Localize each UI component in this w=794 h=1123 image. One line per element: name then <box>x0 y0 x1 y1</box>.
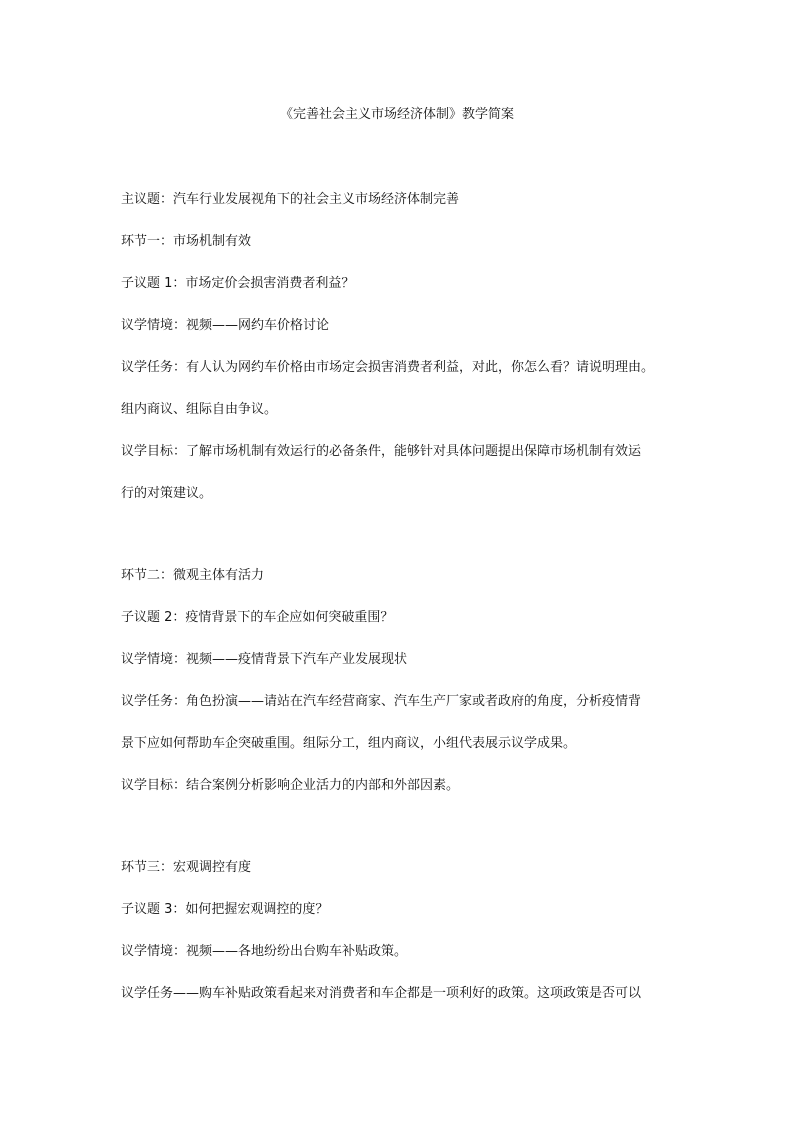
goal-2-line: 议学目标：结合案例分析影响企业活力的内部和外部因素。 <box>121 778 460 793</box>
task-3-line: 议学任务——购车补贴政策看起来对消费者和车企都是一项利好的政策。这项政策是否可以 <box>121 986 642 1001</box>
section-1-heading: 环节一：市场机制有效 <box>121 234 252 249</box>
document-title: 《完善社会主义市场经济体制》教学简案 <box>279 107 514 122</box>
scenario-2-line: 议学情境：视频——疫情背景下汽车产业发展现状 <box>121 652 408 667</box>
subtopic-3-line: 子议题 3：如何把握宏观调控的度？ <box>121 902 329 917</box>
scenario-3-line: 议学情境：视频——各地纷纷出台购车补贴政策。 <box>121 944 408 959</box>
section-2-heading: 环节二：微观主体有活力 <box>121 568 265 583</box>
task-2-line: 议学任务：角色扮演——请站在汽车经营商家、汽车生产厂家或者政府的角度，分析疫情背 <box>121 694 642 709</box>
goal-1-continued-line: 行的对策建议。 <box>121 486 213 501</box>
scenario-1-line: 议学情境：视频——网约车价格讨论 <box>121 318 330 333</box>
task-2-continued-line: 景下应如何帮助车企突破重围。组际分工，组内商议，小组代表展示议学成果。 <box>121 736 577 751</box>
main-topic-line: 主议题：汽车行业发展视角下的社会主义市场经济体制完善 <box>121 192 460 207</box>
section-3-heading: 环节三：宏观调控有度 <box>121 860 252 875</box>
goal-1-line: 议学目标：了解市场机制有效运行的必备条件，能够针对具体问题提出保障市场机制有效运 <box>121 444 642 459</box>
task-1-continued-line: 组内商议、组际自由争议。 <box>121 402 278 417</box>
task-1-line: 议学任务：有人认为网约车价格由市场定会损害消费者利益，对此，你怎么看？请说明理由。 <box>121 360 655 375</box>
subtopic-1-line: 子议题 1：市场定价会损害消费者利益？ <box>121 276 355 291</box>
subtopic-2-line: 子议题 2：疫情背景下的车企应如何突破重围？ <box>121 610 394 625</box>
